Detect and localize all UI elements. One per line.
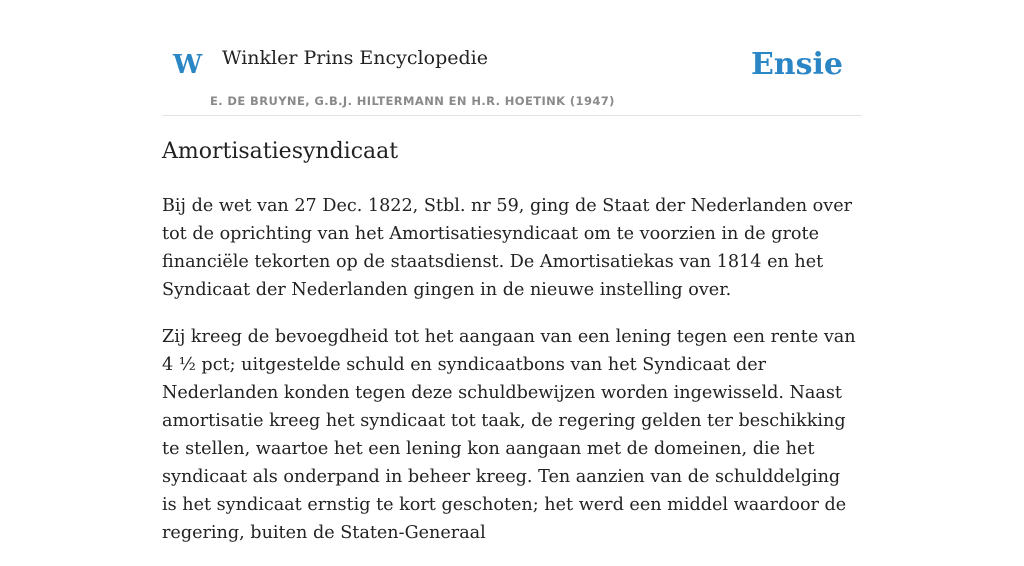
article-title: Amortisatiesyndicaat [162,139,399,164]
winkler-prins-logo[interactable]: W [173,50,203,80]
encyclopedia-title[interactable]: Winkler Prins Encyclopedie [222,47,488,69]
article-paragraph: Bij de wet van 27 Dec. 1822, Stbl. nr 59, ging de Staat der Nederlanden over tot de oprichting van het Amortisatiesyndicaat om te voorzien in de grote financiële tekorten op de staatsdienst. De Amortisatiekas van 1814 en het Syndicaat der Nederlanden gingen in de nieuwe instelling over. [162,196,853,300]
encyclopedia-authors: E. DE BRUYNE, G.B.J. HILTERMANN EN H.R. HOETINK (1947) [210,94,615,108]
site-header [162,30,862,116]
ensie-logo[interactable]: Ensie [750,47,843,82]
article-paragraph: Zij kreeg de bevoegdheid tot het aangaan van een lening tegen een rente van 4 ½ pct; uitgestelde schuld en syndicaatbons van het Syndicaat der Nederlanden konden tegen deze schuldbewijzen worden ingewisseld. Naast amortisatie kreeg het syndicaat tot taak, de regering gelden ter beschikking te stellen, waartoe het een lening kon aangaan met de domeinen, die het syndicaat als onderpand in beheer kreeg. Ten aanzien van de schulddelging is het syndicaat ernstig te kort geschoten; het werd een middel waardoor de regering, buiten de Staten-Generaal [162,327,856,543]
article-body [162,192,857,566]
